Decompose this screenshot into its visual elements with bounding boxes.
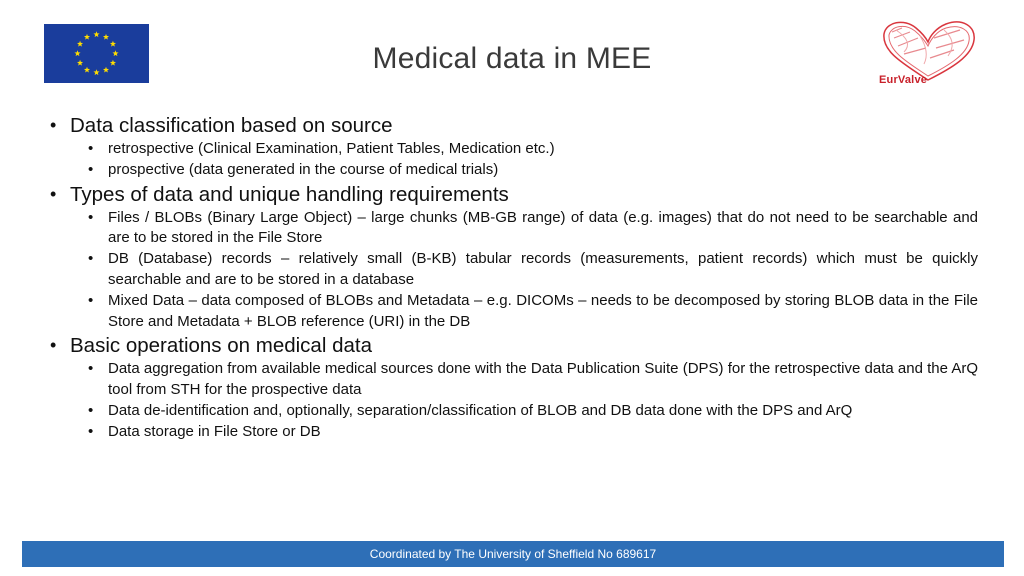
bullet-heading: • Types of data and unique handling requirements <box>50 181 978 208</box>
bullet-item: • prospective (data generated in the course of medical trials) <box>88 160 978 181</box>
bullet-item: • Data storage in File Store or DB <box>88 422 978 443</box>
page-title: Medical data in MEE <box>372 42 652 75</box>
bullet-heading: • Basic operations on medical data <box>50 332 978 359</box>
eu-star-icon <box>93 31 99 37</box>
footer-bar <box>22 541 1004 567</box>
eurvalve-logo-text: EurValve <box>879 74 928 86</box>
bullet-item: • retrospective (Clinical Examination, Patient Tables, Medication etc.) <box>88 139 978 160</box>
bullet-item: • Data aggregation from available medical sources done with the Data Publication Suite (DPS) for the retrospective data and the ArQ tool from STH for the prospective data <box>88 359 978 401</box>
eu-star-icon <box>103 34 109 40</box>
bullet-item: • Data de-identification and, optionally, separation/classification of BLOB and DB data done with the DPS and ArQ <box>88 401 978 422</box>
bullet-item: • Mixed Data – data composed of BLOBs and Metadata – e.g. DICOMs – needs to be decomposed by storing BLOB data in the File Store and Metadata + BLOB reference (URI) in the DB <box>88 291 978 333</box>
eu-star-icon <box>84 34 90 40</box>
bullet-item: • DB (Database) records – relatively small (B-KB) tabular records (measurements, patient records) which must be quickly searchable and are to be stored in a database <box>88 249 978 291</box>
bullet-heading: • Data classification based on source <box>50 112 978 139</box>
slide-content <box>50 112 978 443</box>
bullet-item: • Files / BLOBs (Binary Large Object) – large chunks (MB-GB range) of data (e.g. images) that do not need to be searchable and are to be stored in the File Store <box>88 208 978 250</box>
footer-text: Coordinated by The University of Sheffield No 689617 <box>369 547 657 561</box>
